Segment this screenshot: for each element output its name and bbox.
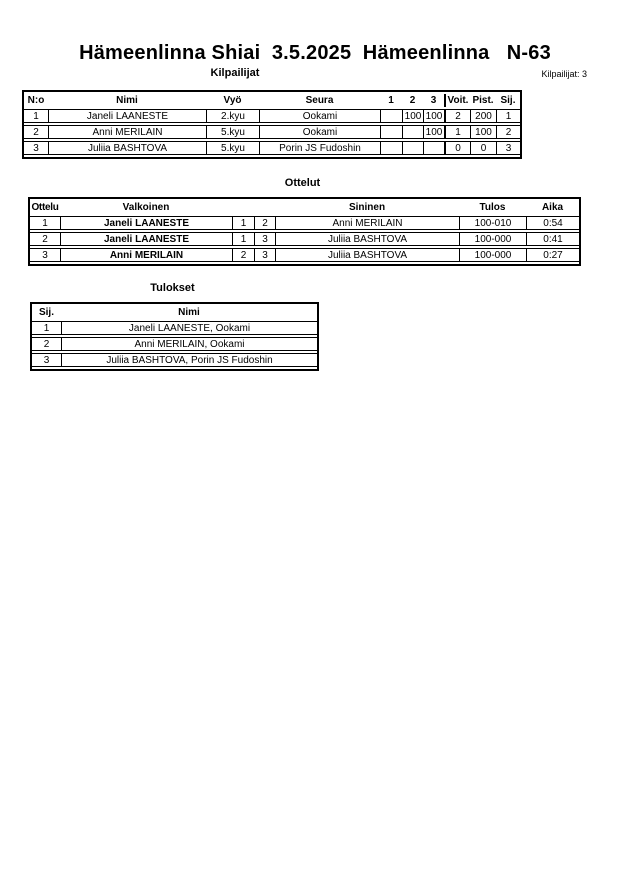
- competitor-club: Ookami: [259, 109, 380, 123]
- result-placement: 1: [32, 321, 61, 335]
- match-result: 100-000: [459, 232, 526, 246]
- table-row: [32, 337, 317, 351]
- col-header-sij: Sij.: [500, 95, 516, 106]
- competitor-number: 3: [24, 141, 48, 155]
- white-competitor-number: 1: [232, 232, 254, 246]
- points-count: 0: [470, 141, 496, 155]
- col-header-round3: 3: [430, 95, 437, 106]
- round1-score: [380, 125, 402, 139]
- round3-score: 100: [423, 125, 444, 139]
- points-count: 200: [470, 109, 496, 123]
- col-header-nimi: Nimi: [116, 95, 138, 106]
- section-title-kilpailijat: Kilpailijat: [210, 67, 260, 79]
- white-competitor-number: 1: [232, 216, 254, 230]
- competitor-grade: 2.kyu: [206, 109, 259, 123]
- result-name-club: Juliia BASHTOVA, Porin JS Fudoshin: [61, 353, 317, 367]
- header-spacer: [254, 201, 275, 214]
- wins-count: 2: [444, 109, 470, 123]
- round1-score: [380, 109, 402, 123]
- white-competitor-number: 2: [232, 248, 254, 262]
- round2-score: [402, 141, 423, 155]
- table-ottelut: [28, 197, 581, 266]
- competitor-club: Ookami: [259, 125, 380, 139]
- match-time: 0:27: [526, 248, 579, 262]
- tulokset-header-row: [32, 306, 317, 319]
- placement: 3: [496, 141, 520, 155]
- col-header-ottelu: Ottelu: [31, 202, 59, 213]
- blue-competitor-name: Anni MERILAIN: [275, 216, 459, 230]
- table-tulokset: [30, 302, 319, 371]
- table-row: [30, 248, 579, 262]
- competitor-club: Porin JS Fudoshin: [259, 141, 380, 155]
- section-title-tulokset: Tulokset: [150, 282, 195, 294]
- blue-competitor-name: Juliia BASHTOVA: [275, 232, 459, 246]
- table-row: [24, 141, 520, 155]
- round1-score: [380, 141, 402, 155]
- round2-score: [402, 125, 423, 139]
- ottelut-header-row: [30, 201, 579, 214]
- competitor-name: Juliia BASHTOVA: [48, 141, 206, 155]
- table-row: [32, 353, 317, 367]
- col-header-valkoinen: Valkoinen: [122, 202, 170, 213]
- round3-score: [423, 141, 444, 155]
- col-header-pist: Pist.: [472, 95, 494, 106]
- placement: 2: [496, 125, 520, 139]
- wins-count: 0: [444, 141, 470, 155]
- match-result: 100-010: [459, 216, 526, 230]
- section-title-ottelut: Ottelut: [284, 177, 321, 189]
- result-placement: 2: [32, 337, 61, 351]
- col-header-tulos: Tulos: [479, 202, 506, 213]
- match-time: 0:54: [526, 216, 579, 230]
- round2-score: 100: [402, 109, 423, 123]
- col-header-aika: Aika: [541, 202, 564, 213]
- result-name-club: Janeli LAANESTE, Ookami: [61, 321, 317, 335]
- table-row: [24, 125, 520, 139]
- wins-count: 1: [444, 125, 470, 139]
- blue-competitor-number: 3: [254, 232, 275, 246]
- match-number: 3: [30, 248, 60, 262]
- competitor-grade: 5.kyu: [206, 141, 259, 155]
- page-title: Hämeenlinna Shiai 3.5.2025 Hämeenlinna N-63: [79, 42, 551, 64]
- table-row: [24, 109, 520, 123]
- match-number: 2: [30, 232, 60, 246]
- white-competitor-name: Janeli LAANESTE: [60, 232, 232, 246]
- match-number: 1: [30, 216, 60, 230]
- blue-competitor-number: 3: [254, 248, 275, 262]
- col-header-nimi: Nimi: [178, 307, 200, 318]
- competitor-number: 1: [24, 109, 48, 123]
- competitors-count: Kilpailijat: 3: [541, 69, 587, 79]
- kilpailijat-header-row: [24, 94, 520, 107]
- col-header-sij: Sij.: [38, 307, 54, 318]
- result-placement: 3: [32, 353, 61, 367]
- round3-score: 100: [423, 109, 444, 123]
- competitor-name: Anni MERILAIN: [48, 125, 206, 139]
- match-time: 0:41: [526, 232, 579, 246]
- points-count: 100: [470, 125, 496, 139]
- table-row: [30, 216, 579, 230]
- blue-competitor-number: 2: [254, 216, 275, 230]
- table-row: [32, 321, 317, 335]
- match-result: 100-000: [459, 248, 526, 262]
- header-spacer: [232, 201, 254, 214]
- col-header-round1: 1: [388, 95, 394, 106]
- col-header-round2: 2: [409, 95, 416, 106]
- white-competitor-name: Anni MERILAIN: [60, 248, 232, 262]
- table-row: [30, 232, 579, 246]
- white-competitor-name: Janeli LAANESTE: [60, 216, 232, 230]
- col-header-voit: Voit.: [444, 94, 470, 107]
- blue-competitor-name: Juliia BASHTOVA: [275, 248, 459, 262]
- placement: 1: [496, 109, 520, 123]
- col-header-vyo: Vyö: [223, 95, 242, 106]
- col-header-no: N:o: [27, 95, 45, 106]
- col-header-seura: Seura: [305, 95, 334, 106]
- result-name-club: Anni MERILAIN, Ookami: [61, 337, 317, 351]
- table-kilpailijat: [22, 90, 522, 159]
- competitor-number: 2: [24, 125, 48, 139]
- col-header-sininen: Sininen: [348, 202, 386, 213]
- competitor-grade: 5.kyu: [206, 125, 259, 139]
- competitor-name: Janeli LAANESTE: [48, 109, 206, 123]
